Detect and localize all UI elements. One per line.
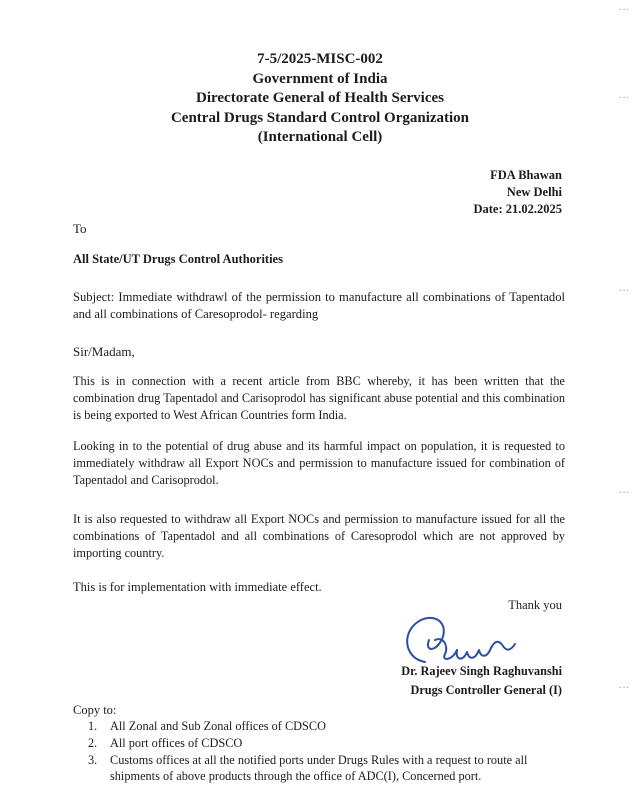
org-government: Government of India	[252, 70, 388, 87]
subject-line: Subject: Immediate withdrawl of the permission to manufacture all combinations of Tapentadol and all combinations of Caresoprodol- regarding	[73, 290, 565, 321]
sender-address	[473, 167, 562, 218]
body-paragraph-2: Looking in to the potential of drug abuse and its harmful impact on population, it is requested to immediately withdraw all Export NOCs and permission to manufacture issued for combination of Tapentadol and Carisoprodol.	[73, 439, 565, 487]
body-paragraph-4: This is for implementation with immediate effect.	[73, 580, 322, 594]
copy-to-item-text: All Zonal and Sub Zonal offices of CDSCO	[110, 719, 326, 733]
copy-to-label: Copy to:	[73, 703, 117, 717]
copy-to-item-text: All port offices of CDSCO	[110, 736, 243, 750]
signatory-designation: Drugs Controller General (I)	[410, 683, 562, 697]
scan-mark: .‥	[618, 90, 630, 101]
copy-to-item-text: Customs offices at all the notified ports under Drugs Rules with a request to route all shipments of above products through the office of ADC(I), Concerned port.	[110, 753, 528, 783]
to-label: To	[73, 221, 87, 236]
copy-to-item-number: 2.	[88, 736, 98, 750]
org-directorate: Directorate General of Health Services	[196, 90, 444, 106]
scan-mark: .‥	[618, 680, 630, 691]
signatory-name: Dr. Rajeev Singh Raghuvanshi	[401, 664, 562, 678]
copy-to-item-number: 3.	[88, 753, 98, 767]
copy-to-list	[88, 718, 566, 785]
recipient: All State/UT Drugs Control Authorities	[73, 252, 283, 266]
copy-to-item	[88, 752, 566, 784]
copy-to-item	[88, 735, 566, 751]
scan-mark: .‥	[618, 283, 630, 294]
handwritten-signature	[395, 610, 525, 670]
letter-header	[0, 50, 640, 148]
copy-to-item-number: 1.	[88, 719, 98, 733]
signature-block	[401, 662, 562, 700]
address-building: FDA Bhawan	[490, 168, 562, 182]
closing-thanks: Thank you	[508, 598, 562, 612]
address-city: New Delhi	[506, 185, 562, 199]
salutation: Sir/Madam,	[73, 344, 135, 359]
letter-date: Date: 21.02.2025	[473, 202, 562, 216]
org-cdsco: Central Drugs Standard Control Organization	[170, 109, 470, 126]
scan-mark: .‥	[618, 2, 630, 13]
scan-mark: .‥	[618, 485, 630, 496]
org-cell: (International Cell)	[257, 129, 383, 145]
body-paragraph-1: This is in connection with a recent article from BBC whereby, it has been written that the combination drug Tapentadol and Carisoprodol has significant abuse potential and this combination is being exported to West African Countries form India.	[73, 374, 565, 422]
body-paragraph-3: It is also requested to withdraw all Export NOCs and permission to manufacture issued for all the combinations of Tapentadol and all combinations of Caresoprodol which are not approved by importing country.	[73, 512, 565, 560]
reference-number: 7-5/2025-MISC-002	[257, 51, 383, 67]
copy-to-item	[88, 718, 566, 734]
